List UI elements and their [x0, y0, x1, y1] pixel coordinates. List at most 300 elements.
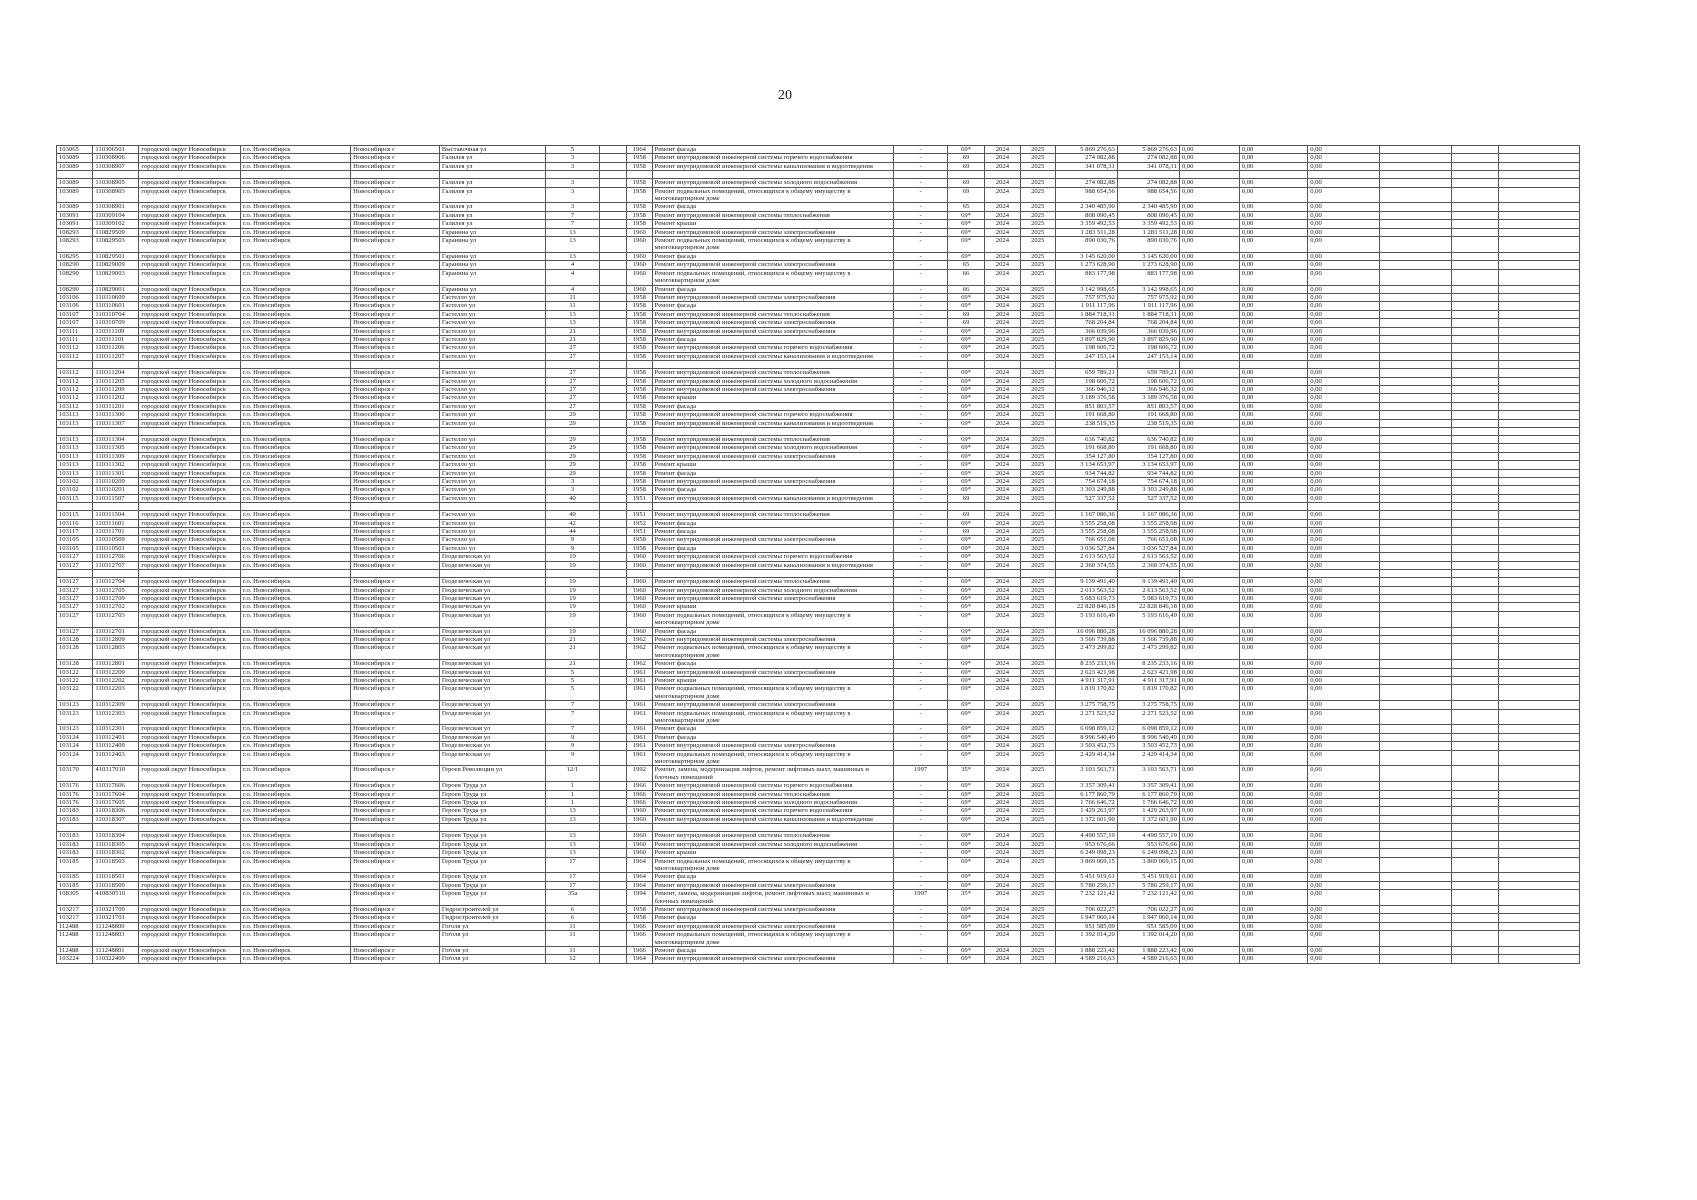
cell-extra-2 — [1451, 561, 1498, 569]
empty-cell — [1055, 503, 1117, 511]
table-row — [57, 905, 1580, 913]
cell-work-type: Ремонт внутридомовой инженерной системы электроснабжения — [652, 955, 894, 963]
empty-cell — [1020, 824, 1055, 832]
cell-lift-year: - — [894, 302, 947, 310]
cell-extra-1 — [1379, 302, 1451, 310]
cell-plan-year-start: 2024 — [985, 327, 1020, 335]
cell-district: г.о. Новосибирск — [240, 644, 350, 660]
cell-budget-local: 0,00 — [1308, 478, 1380, 486]
cell-budget-regional: 0,00 — [1239, 922, 1307, 930]
cell-city: Новосибирск г — [351, 228, 440, 236]
cell-extra-1 — [1379, 203, 1451, 211]
cell-work-type: Ремонт фасада — [652, 252, 894, 260]
cell-budget-local: 0,00 — [1308, 302, 1380, 310]
cell-district: г.о. Новосибирск — [240, 528, 350, 536]
cell-total-cost: 8 996 540,49 — [1055, 733, 1117, 741]
cell-extra-1 — [1379, 154, 1451, 162]
cell-year-built: 1958 — [627, 319, 653, 327]
cell-work-code: 410830510 — [93, 890, 139, 906]
cell-year-built: 1958 — [627, 187, 653, 203]
cell-municipality: городской округ Новосибирск — [139, 402, 241, 410]
cell-work-code: 110312701 — [93, 627, 139, 635]
cell-district: г.о. Новосибирск — [240, 511, 350, 519]
cell-extra-3 — [1498, 750, 1579, 766]
cell-street: Геодезическая ул — [439, 668, 545, 676]
cell-municipality: городской округ Новосибирск — [139, 327, 241, 335]
cell-fund-amount: 191 668,80 — [1117, 411, 1179, 419]
cell-building — [600, 955, 627, 963]
cell-district: г.о. Новосибирск — [240, 220, 350, 228]
cell-house-id: 103127 — [57, 553, 93, 561]
cell-total-cost: 5 083 619,73 — [1055, 594, 1117, 602]
cell-extra-3 — [1498, 881, 1579, 889]
cell-house-number: 3 — [545, 154, 600, 162]
cell-plan-year-end: 2025 — [1020, 544, 1055, 552]
cell-building — [600, 369, 627, 377]
cell-house-id: 103176 — [57, 782, 93, 790]
cell-budget-federal: 0,00 — [1179, 436, 1239, 444]
cell-plan-year-start: 2024 — [985, 436, 1020, 444]
cell-house-id: 103102 — [57, 486, 93, 494]
cell-house-id: 108290 — [57, 269, 93, 285]
cell-budget-federal: 0,00 — [1179, 285, 1239, 293]
cell-work-type: Ремонт внутридомовой инженерной системы холодного водоснабжения — [652, 799, 894, 807]
cell-plan-year-start: 2024 — [985, 660, 1020, 668]
cell-plan-year-start: 2024 — [985, 237, 1020, 253]
cell-extra-2 — [1451, 319, 1498, 327]
cell-lift-year: - — [894, 203, 947, 211]
cell-house-number: 42 — [545, 519, 600, 527]
cell-building — [600, 635, 627, 643]
cell-budget-local: 0,00 — [1308, 946, 1380, 954]
cell-district: г.о. Новосибирск — [240, 327, 350, 335]
cell-house-number: 5 — [545, 146, 600, 154]
cell-budget-regional: 0,00 — [1239, 815, 1307, 823]
cell-work-code: 110321709 — [93, 905, 139, 913]
cell-year-built: 1960 — [627, 252, 653, 260]
cell-total-cost: 2 613 563,52 — [1055, 586, 1117, 594]
cell-street: Гоголя ул — [439, 955, 545, 963]
cell-work-type: Ремонт подвальных помещений, относящихся к общему имуществу в многоквартирном доме — [652, 709, 894, 725]
cell-budget-federal: 0,00 — [1179, 955, 1239, 963]
empty-cell — [1055, 824, 1117, 832]
cell-house-number: 19 — [545, 603, 600, 611]
cell-city: Новосибирск г — [351, 335, 440, 343]
cell-street: Геодезическая ул — [439, 742, 545, 750]
cell-extra-2 — [1451, 285, 1498, 293]
cell-building — [600, 668, 627, 676]
cell-extra-1 — [1379, 544, 1451, 552]
cell-total-cost: 16 096 880,28 — [1055, 627, 1117, 635]
cell-extra-1 — [1379, 352, 1451, 360]
cell-municipality: городской округ Новосибирск — [139, 750, 241, 766]
cell-plan-year-start: 2024 — [985, 452, 1020, 460]
empty-cell — [93, 570, 139, 578]
cell-extra-2 — [1451, 840, 1498, 848]
cell-budget-regional: 0,00 — [1239, 352, 1307, 360]
empty-cell — [1379, 428, 1451, 436]
cell-city: Новосибирск г — [351, 302, 440, 310]
cell-budget-federal: 0,00 — [1179, 162, 1239, 170]
cell-plan-year-start: 2024 — [985, 611, 1020, 627]
empty-cell — [240, 428, 350, 436]
cell-wear: 69* — [947, 881, 984, 889]
cell-extra-2 — [1451, 486, 1498, 494]
cell-work-type: Ремонт фасада — [652, 946, 894, 954]
cell-house-number: 7 — [545, 211, 600, 219]
cell-plan-year-end: 2025 — [1020, 553, 1055, 561]
cell-year-built: 1966 — [627, 799, 653, 807]
cell-house-number: 27 — [545, 402, 600, 410]
cell-budget-local: 0,00 — [1308, 419, 1380, 427]
cell-house-number: 11 — [545, 302, 600, 310]
cell-municipality: городской округ Новосибирск — [139, 725, 241, 733]
cell-extra-2 — [1451, 469, 1498, 477]
cell-total-cost: 636 740,82 — [1055, 436, 1117, 444]
cell-budget-regional: 0,00 — [1239, 536, 1307, 544]
cell-lift-year: - — [894, 478, 947, 486]
cell-house-number: 3 — [545, 486, 600, 494]
cell-lift-year: - — [894, 179, 947, 187]
cell-building — [600, 946, 627, 954]
cell-district: г.о. Новосибирск — [240, 237, 350, 253]
cell-wear: 69 — [947, 528, 984, 536]
cell-wear: 69* — [947, 436, 984, 444]
cell-house-id: 103224 — [57, 955, 93, 963]
cell-lift-year: - — [894, 452, 947, 460]
cell-total-cost: 953 676,66 — [1055, 840, 1117, 848]
cell-house-id: 108293 — [57, 228, 93, 236]
cell-total-cost: 706 022,27 — [1055, 905, 1117, 913]
cell-total-cost: 883 177,98 — [1055, 269, 1117, 285]
cell-building — [600, 319, 627, 327]
cell-total-cost: 6 249 098,23 — [1055, 849, 1117, 857]
cell-wear: 69 — [947, 319, 984, 327]
cell-lift-year: - — [894, 394, 947, 402]
cell-municipality: городской округ Новосибирск — [139, 832, 241, 840]
cell-extra-2 — [1451, 154, 1498, 162]
empty-cell — [240, 171, 350, 179]
empty-cell — [1379, 570, 1451, 578]
cell-house-id: 103113 — [57, 452, 93, 460]
cell-building — [600, 394, 627, 402]
cell-lift-year: - — [894, 461, 947, 469]
cell-year-built: 1958 — [627, 302, 653, 310]
cell-city: Новосибирск г — [351, 676, 440, 684]
cell-fund-amount: 8 235 233,16 — [1117, 660, 1179, 668]
cell-lift-year: - — [894, 402, 947, 410]
table-row — [57, 461, 1580, 469]
empty-cell — [545, 824, 600, 832]
empty-cell — [985, 570, 1020, 578]
cell-lift-year: - — [894, 946, 947, 954]
cell-district: г.о. Новосибирск — [240, 162, 350, 170]
empty-cell — [351, 361, 440, 369]
cell-budget-federal: 0,00 — [1179, 344, 1239, 352]
table-row — [57, 799, 1580, 807]
cell-total-cost: 3 103 563,71 — [1055, 766, 1117, 782]
cell-district: г.о. Новосибирск — [240, 402, 350, 410]
cell-work-type: Ремонт внутридомовой инженерной системы горячего водоснабжения — [652, 553, 894, 561]
cell-lift-year: - — [894, 815, 947, 823]
cell-extra-3 — [1498, 302, 1579, 310]
cell-year-built: 1960 — [627, 807, 653, 815]
cell-extra-3 — [1498, 478, 1579, 486]
cell-municipality: городской округ Новосибирск — [139, 733, 241, 741]
cell-city: Новосибирск г — [351, 586, 440, 594]
cell-work-type: Ремонт, замена, модернизация лифтов, ремонт лифтовых шахт, машинных и блочных помещений — [652, 890, 894, 906]
cell-plan-year-end: 2025 — [1020, 890, 1055, 906]
cell-extra-1 — [1379, 611, 1451, 627]
cell-budget-local: 0,00 — [1308, 857, 1380, 873]
cell-total-cost: 851 803,57 — [1055, 402, 1117, 410]
empty-cell — [545, 361, 600, 369]
cell-work-type: Ремонт внутридомовой инженерной системы холодного водоснабжения — [652, 586, 894, 594]
cell-total-cost: 3 357 309,41 — [1055, 782, 1117, 790]
cell-total-cost: 1 372 601,90 — [1055, 815, 1117, 823]
cell-plan-year-start: 2024 — [985, 742, 1020, 750]
cell-extra-1 — [1379, 668, 1451, 676]
cell-budget-regional: 0,00 — [1239, 327, 1307, 335]
cell-work-type: Ремонт внутридомовой инженерной системы канализования и водоотведения — [652, 352, 894, 360]
cell-budget-regional: 0,00 — [1239, 293, 1307, 301]
cell-extra-2 — [1451, 905, 1498, 913]
cell-budget-local: 0,00 — [1308, 327, 1380, 335]
cell-plan-year-end: 2025 — [1020, 881, 1055, 889]
cell-fund-amount: 3 145 620,00 — [1117, 252, 1179, 260]
cell-wear: 69* — [947, 211, 984, 219]
cell-work-type: Ремонт внутридомовой инженерной системы теплоснабжения — [652, 310, 894, 318]
cell-building — [600, 815, 627, 823]
cell-house-number: 5 — [545, 668, 600, 676]
cell-wear: 69* — [947, 922, 984, 930]
empty-cell — [1308, 503, 1380, 511]
cell-year-built: 1958 — [627, 179, 653, 187]
cell-city: Новосибирск г — [351, 252, 440, 260]
cell-extra-3 — [1498, 486, 1579, 494]
table-row — [57, 269, 1580, 285]
cell-plan-year-start: 2024 — [985, 310, 1020, 318]
cell-house-id: 103091 — [57, 220, 93, 228]
cell-fund-amount: 1 819 170,82 — [1117, 685, 1179, 701]
cell-budget-regional: 0,00 — [1239, 469, 1307, 477]
cell-district: г.о. Новосибирск — [240, 344, 350, 352]
cell-budget-federal: 0,00 — [1179, 310, 1239, 318]
cell-district: г.о. Новосибирск — [240, 252, 350, 260]
cell-budget-regional: 0,00 — [1239, 946, 1307, 954]
cell-lift-year: - — [894, 511, 947, 519]
table-row — [57, 511, 1580, 519]
cell-work-code: 110312401 — [93, 733, 139, 741]
cell-budget-federal: 0,00 — [1179, 946, 1239, 954]
cell-work-code: 111248803 — [93, 931, 139, 947]
cell-municipality: городской округ Новосибирск — [139, 419, 241, 427]
cell-district: г.о. Новосибирск — [240, 676, 350, 684]
cell-district: г.о. Новосибирск — [240, 807, 350, 815]
empty-cell — [894, 171, 947, 179]
cell-plan-year-start: 2024 — [985, 685, 1020, 701]
empty-cell — [1055, 428, 1117, 436]
cell-fund-amount: 3 036 527,84 — [1117, 544, 1179, 552]
cell-fund-amount: 3 103 563,71 — [1117, 766, 1179, 782]
cell-work-code: 110312703 — [93, 611, 139, 627]
cell-plan-year-end: 2025 — [1020, 955, 1055, 963]
cell-plan-year-end: 2025 — [1020, 494, 1055, 502]
cell-city: Новосибирск г — [351, 905, 440, 913]
cell-municipality: городской округ Новосибирск — [139, 807, 241, 815]
cell-total-cost: 951 585,09 — [1055, 922, 1117, 930]
cell-work-code: 110311207 — [93, 352, 139, 360]
cell-building — [600, 890, 627, 906]
cell-extra-2 — [1451, 627, 1498, 635]
cell-street: Героев Труда ул — [439, 857, 545, 873]
cell-plan-year-end: 2025 — [1020, 402, 1055, 410]
cell-fund-amount: 766 651,08 — [1117, 536, 1179, 544]
cell-extra-3 — [1498, 310, 1579, 318]
cell-building — [600, 594, 627, 602]
cell-district: г.о. Новосибирск — [240, 799, 350, 807]
cell-work-type: Ремонт внутридомовой инженерной системы электроснабжения — [652, 905, 894, 913]
cell-work-type: Ремонт крыши — [652, 849, 894, 857]
cell-fund-amount: 2 340 485,90 — [1117, 203, 1179, 211]
cell-year-built: 1958 — [627, 211, 653, 219]
empty-cell — [627, 361, 653, 369]
cell-house-id: 103091 — [57, 211, 93, 219]
cell-district: г.о. Новосибирск — [240, 931, 350, 947]
cell-year-built: 1960 — [627, 849, 653, 857]
cell-lift-year: - — [894, 873, 947, 881]
cell-work-code: 110317604 — [93, 790, 139, 798]
cell-district: г.о. Новосибирск — [240, 146, 350, 154]
cell-work-code: 110311302 — [93, 461, 139, 469]
cell-extra-1 — [1379, 252, 1451, 260]
cell-municipality: городской округ Новосибирск — [139, 237, 241, 253]
cell-extra-3 — [1498, 766, 1579, 782]
cell-house-number: 27 — [545, 394, 600, 402]
cell-extra-3 — [1498, 179, 1579, 187]
cell-budget-local: 0,00 — [1308, 352, 1380, 360]
cell-extra-3 — [1498, 385, 1579, 393]
cell-house-id: 103127 — [57, 578, 93, 586]
cell-work-code: 110311109 — [93, 327, 139, 335]
cell-district: г.о. Новосибирск — [240, 611, 350, 627]
cell-municipality: городской округ Новосибирск — [139, 352, 241, 360]
cell-building — [600, 269, 627, 285]
cell-municipality: городской округ Новосибирск — [139, 203, 241, 211]
cell-budget-federal: 0,00 — [1179, 733, 1239, 741]
cell-budget-regional: 0,00 — [1239, 701, 1307, 709]
empty-cell — [894, 824, 947, 832]
cell-plan-year-end: 2025 — [1020, 586, 1055, 594]
cell-building — [600, 461, 627, 469]
cell-building — [600, 228, 627, 236]
cell-lift-year: - — [894, 544, 947, 552]
cell-municipality: городской округ Новосибирск — [139, 905, 241, 913]
cell-budget-federal: 0,00 — [1179, 179, 1239, 187]
empty-cell — [1055, 361, 1117, 369]
cell-year-built: 1958 — [627, 162, 653, 170]
cell-house-number: 21 — [545, 635, 600, 643]
cell-house-id: 103183 — [57, 815, 93, 823]
empty-cell — [1379, 824, 1451, 832]
cell-plan-year-start: 2024 — [985, 890, 1020, 906]
cell-lift-year: - — [894, 252, 947, 260]
cell-building — [600, 790, 627, 798]
cell-budget-regional: 0,00 — [1239, 709, 1307, 725]
cell-budget-regional: 0,00 — [1239, 553, 1307, 561]
cell-plan-year-end: 2025 — [1020, 237, 1055, 253]
cell-extra-3 — [1498, 701, 1579, 709]
cell-extra-3 — [1498, 211, 1579, 219]
cell-total-cost: 354 127,80 — [1055, 452, 1117, 460]
empty-cell — [1239, 570, 1307, 578]
cell-budget-local: 0,00 — [1308, 162, 1380, 170]
cell-budget-federal: 0,00 — [1179, 709, 1239, 725]
empty-cell — [1379, 171, 1451, 179]
table-row — [57, 385, 1580, 393]
cell-extra-3 — [1498, 611, 1579, 627]
cell-district: г.о. Новосибирск — [240, 790, 350, 798]
cell-plan-year-end: 2025 — [1020, 528, 1055, 536]
cell-work-type: Ремонт внутридомовой инженерной системы электроснабжения — [652, 594, 894, 602]
table-row — [57, 486, 1580, 494]
cell-year-built: 1966 — [627, 782, 653, 790]
empty-cell — [1117, 171, 1179, 179]
cell-plan-year-start: 2024 — [985, 676, 1020, 684]
table-row — [57, 528, 1580, 536]
cell-fund-amount: 1 911 117,96 — [1117, 302, 1179, 310]
cell-year-built: 1958 — [627, 411, 653, 419]
cell-work-code: 110312803 — [93, 644, 139, 660]
cell-plan-year-end: 2025 — [1020, 419, 1055, 427]
cell-municipality: городской округ Новосибирск — [139, 660, 241, 668]
cell-street: Геодезическая ул — [439, 709, 545, 725]
cell-house-id: 108295 — [57, 252, 93, 260]
cell-fund-amount: 3 897 829,90 — [1117, 335, 1179, 343]
cell-total-cost: 934 744,82 — [1055, 469, 1117, 477]
cell-street: Гастелло ул — [439, 469, 545, 477]
cell-extra-3 — [1498, 832, 1579, 840]
cell-house-number: 27 — [545, 377, 600, 385]
cell-building — [600, 335, 627, 343]
cell-budget-local: 0,00 — [1308, 586, 1380, 594]
cell-extra-3 — [1498, 807, 1579, 815]
cell-lift-year: - — [894, 586, 947, 594]
cell-total-cost: 3 897 829,90 — [1055, 335, 1117, 343]
cell-work-code: 111248809 — [93, 922, 139, 930]
empty-cell — [1308, 428, 1380, 436]
cell-street: Гастелло ул — [439, 335, 545, 343]
cell-extra-2 — [1451, 881, 1498, 889]
cell-budget-federal: 0,00 — [1179, 931, 1239, 947]
cell-house-id: 103217 — [57, 914, 93, 922]
cell-extra-1 — [1379, 553, 1451, 561]
cell-extra-1 — [1379, 807, 1451, 815]
empty-cell — [240, 824, 350, 832]
cell-building — [600, 931, 627, 947]
cell-city: Новосибирск г — [351, 146, 440, 154]
cell-work-type: Ремонт внутридомовой инженерной системы холодного водоснабжения — [652, 377, 894, 385]
cell-house-id: 108305 — [57, 890, 93, 906]
cell-year-built: 1964 — [627, 955, 653, 963]
cell-wear: 69* — [947, 946, 984, 954]
cell-extra-2 — [1451, 807, 1498, 815]
cell-work-code: 110311504 — [93, 511, 139, 519]
cell-building — [600, 766, 627, 782]
cell-budget-regional: 0,00 — [1239, 603, 1307, 611]
table-row — [57, 881, 1580, 889]
cell-plan-year-end: 2025 — [1020, 344, 1055, 352]
